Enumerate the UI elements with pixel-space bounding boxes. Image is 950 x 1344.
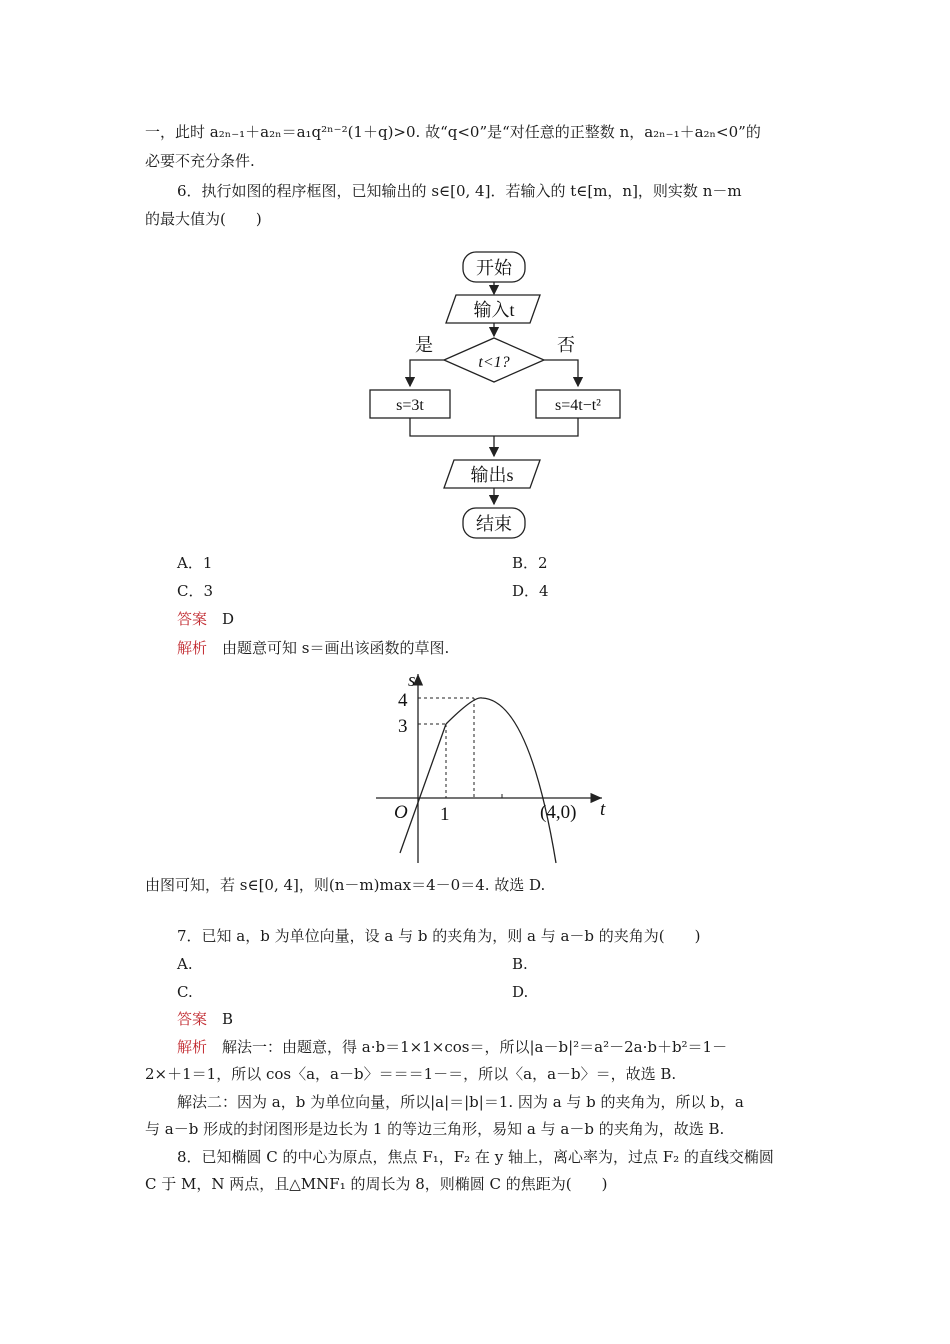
curve-parabola-segment	[446, 698, 556, 863]
q6-option-a: A．1	[177, 554, 213, 572]
q6-option-d: D．4	[512, 582, 549, 600]
q7-analysis-label: 解析	[177, 1038, 208, 1056]
q7-stem: 7．已知 a，b 为单位向量，设 a 与 b 的夹角为，则 a 与 a－b 的夹角为( )	[177, 927, 701, 945]
root-label: (4,0)	[540, 802, 577, 823]
prev-solution-line-2: 必要不充分条件.	[145, 152, 255, 170]
flow-output-label: 输出s	[470, 465, 514, 485]
q6-answer-line	[177, 608, 842, 630]
flow-condition-label: t<1?	[478, 354, 510, 371]
t-axis-label: t	[600, 799, 606, 820]
q6-answer-value: D	[222, 610, 235, 628]
q8-stem-line-1: 8．已知椭圆 C 的中心为原点，焦点 F₁，F₂ 在 y 轴上，离心率为，过点 F₂ 的直线交椭圆	[177, 1148, 774, 1166]
q6-analysis-label: 解析	[177, 639, 208, 657]
flow-right-box-label: s=4t−t²	[555, 397, 601, 414]
flow-yes-label: 是	[415, 335, 433, 355]
s-axis-label: s	[408, 670, 416, 691]
q7-analysis-line-2: 2×＋1＝1，所以 cos〈a，a－b〉＝＝＝1－＝，所以〈a，a－b〉＝，故选 B.	[145, 1065, 677, 1083]
q8-stem-line-2: C 于 M，N 两点，且△MNF₁ 的周长为 8，则椭圆 C 的焦距为( )	[145, 1175, 608, 1193]
curve-linear-segment	[400, 724, 446, 853]
q6-option-c: C．3	[177, 582, 214, 600]
q6-stem-line-2: 的最大值为( )	[145, 210, 262, 228]
flow-end-label: 结束	[476, 514, 512, 534]
q7-answer-label: 答案	[177, 1010, 208, 1028]
q6-answer-label: 答案	[177, 610, 208, 628]
q7-analysis-line-1	[177, 1036, 842, 1058]
flow-start-label: 开始	[476, 258, 512, 278]
q7-analysis-text-1: 解法一：由题意，得 a·b＝1×1×cos＝，所以|a－b|²＝a²－2a·b＋b²＝1－	[222, 1038, 728, 1056]
origin-label: O	[394, 802, 408, 823]
q7-analysis-line-4: 与 a－b 形成的封闭图形是边长为 1 的等边三角形，易知 a 与 a－b 的夹角为，故选 B.	[145, 1120, 725, 1138]
q7-option-d: D.	[512, 983, 529, 1001]
tick-label-4: 4	[398, 690, 408, 711]
tick-label-3: 3	[398, 716, 408, 737]
q6-analysis-text: 由题意可知 s＝画出该函数的草图.	[222, 639, 450, 657]
flow-left-box-label: s=3t	[396, 397, 424, 414]
q6-analysis-line	[177, 637, 842, 659]
q6-option-b: B．2	[512, 554, 548, 572]
q7-analysis-line-3: 解法二：因为 a，b 为单位向量，所以|a|＝|b|＝1. 因为 a 与 b 的夹角为，所以 b，a	[177, 1093, 744, 1111]
function-sketch-graph	[364, 668, 620, 868]
flow-no-label: 否	[557, 335, 575, 355]
flow-input-label: 输入t	[473, 300, 515, 320]
q7-answer-value: B	[222, 1010, 234, 1028]
tick-label-1: 1	[440, 804, 450, 825]
q7-option-c: C.	[177, 983, 193, 1001]
q6-conclusion: 由图可知，若 s∈[0, 4]，则(n－m)max＝4－0＝4. 故选 D.	[145, 876, 546, 894]
q7-answer-line	[177, 1008, 842, 1030]
q6-stem-line-1: 6．执行如图的程序框图，已知输出的 s∈[0, 4]．若输入的 t∈[m，n]，则实数 n－m	[177, 182, 742, 200]
q7-option-b: B.	[512, 955, 528, 973]
program-flowchart	[358, 238, 628, 548]
prev-solution-line-1: 一，此时 a₂ₙ₋₁＋a₂ₙ＝a₁q²ⁿ⁻²(1＋q)>0. 故“q<0”是“对任意的正整数 n，a₂ₙ₋₁＋a₂ₙ<0”的	[145, 123, 761, 141]
q7-option-a: A.	[177, 955, 193, 973]
